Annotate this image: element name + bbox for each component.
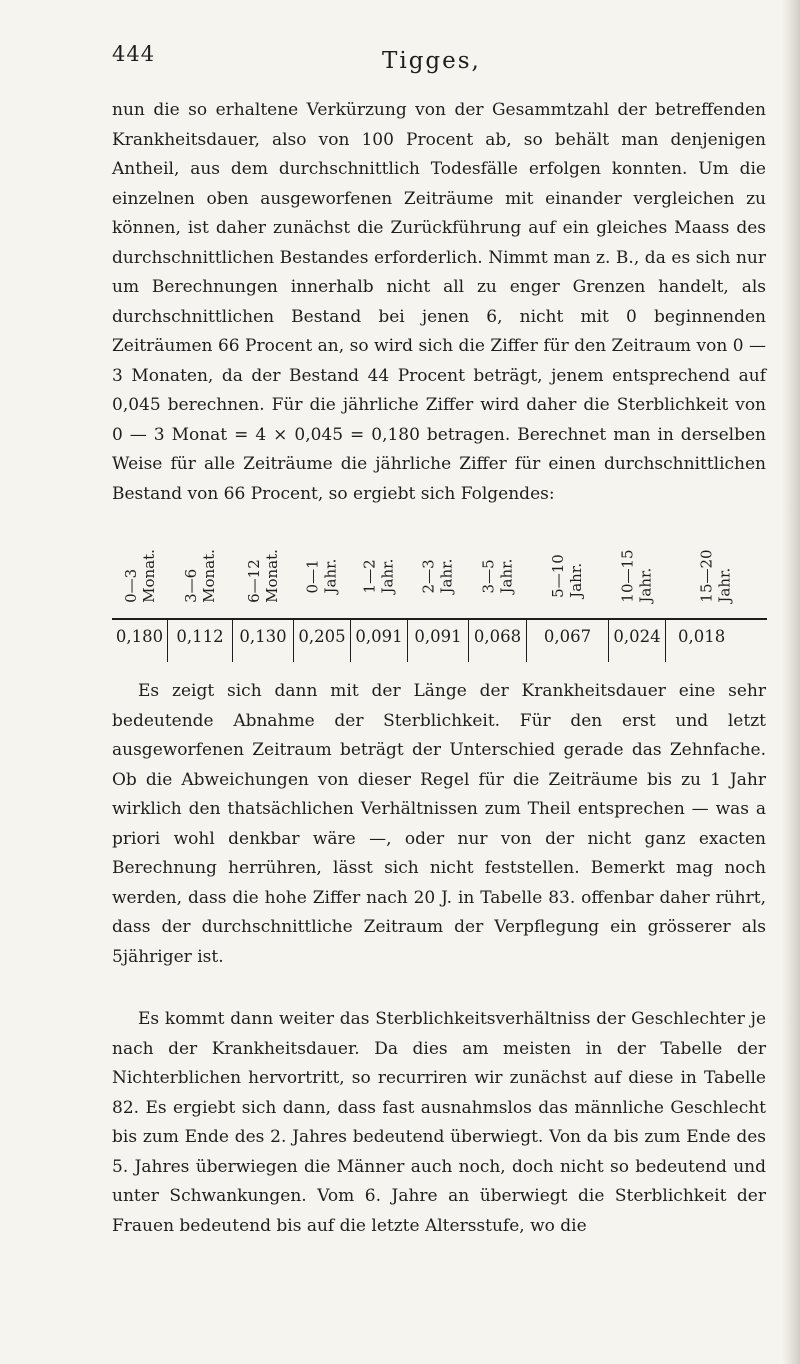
paragraph-intro: nun die so erhaltene Verkürzung von der Gesammtzahl der betreffenden Krankheitsdauer, also von 100 Procent ab, so behält man denjenigen Antheil, aus dem durchschnittlich Todesfälle erfolgen konnten. Um die einzelnen oben ausgeworfenen Zeiträume mit einander vergleichen zu können, ist daher zunächst die Zurückführung auf ein gleiches Maass des durchschnittlichen Bestandes erforderlich. Nimmt man z. B., da es sich nur um Berechnungen innerhalb nicht all zu enger Grenzen handelt, als durchschnittlichen Bestand bei jenen 6, nicht mit 0 beginnenden Zeiträumen 66 Procent an, so wird sich die Ziffer für den Zeitraum von 0 — 3 Monaten, da der Bestand 44 Procent beträgt, jenem entsprechend auf 0,045 berechnen. Für die jährliche Ziffer wird daher die Sterblichkeit von 0 — 3 Monat = 4 × 0,045 = 0,180 betragen. Berechnet man in derselben Weise für alle Zeiträume die jährliche Ziffer für einen durchschnittlichen Bestand von 66 Procent, so ergiebt sich Folgendes: <box>112 100 766 504</box>
column-header: 3—5 Jahr. <box>478 558 515 594</box>
table-cell: 0,130 <box>232 620 293 662</box>
table-cell: 0,180 <box>115 627 164 646</box>
table-cell: 0,024 <box>608 620 665 662</box>
table-cell: 0,091 <box>350 620 407 662</box>
paragraph-sex-comparison: Es kommt dann weiter das Sterblichkeitsverhältniss der Geschlechter je nach der Krankheitsdauer. Da dies am meisten in der Tabelle der Nichterblichen hervortritt, so recurriren wir zunächst auf diese in Tabelle 82. Es ergiebt sich dann, dass fast ausnahmslos das männliche Geschlecht bis zum Ende des 2. Jahres bedeutend überwiegt. Von da bis zum Ende des 5. Jahres überwiegen die Männer auch noch, doch nicht so bedeutend und unter Schwankungen. Vom 6. Jahre an überwiegt die Sterblichkeit der Frauen bedeutend bis auf die letzte Altersstufe, wo die <box>112 1009 766 1236</box>
table-cell: 0,068 <box>468 620 526 662</box>
column-header: 3—6 Monat. <box>181 549 218 603</box>
table-row <box>112 620 767 662</box>
mortality-table <box>112 536 767 662</box>
table-cell: 0,112 <box>167 620 232 662</box>
table-cell: 0,205 <box>293 620 350 662</box>
column-header: 1—2 Jahr. <box>360 558 397 594</box>
page-number: 444 <box>112 42 156 66</box>
table-cell: 0,018 <box>665 620 767 662</box>
table-cell: 0,091 <box>407 620 468 662</box>
table-cell: 0,067 <box>526 620 608 662</box>
paragraph-analysis: Es zeigt sich dann mit der Länge der Krankheitsdauer eine sehr bedeutende Abnahme der Sterblichkeit. Für den erst und letzt ausgeworfenen Zeitraum beträgt der Unterschied gerade das Zehnfache. Ob die Abweichungen von dieser Regel für die Zeiträume bis zu 1 Jahr wirklich den thatsächlichen Verhältnissen zum Theil entsprechen — was a priori wohl denkbar wäre —, oder nur von der nicht ganz exacten Berechnung herrühren, lässt sich nicht feststellen. Bemerkt mag noch werden, dass die hohe Ziffer nach 20 J. in Tabelle 83. offenbar daher rührt, dass der durchschnittliche Zeitraum der Verpflegung ein grösserer als 5jähriger ist. <box>112 681 766 967</box>
page-edge-shadow <box>782 0 800 1364</box>
page-header <box>112 42 752 82</box>
column-header: 15—20 Jahr. <box>698 549 734 603</box>
column-header: 2—3 Jahr. <box>419 558 456 594</box>
column-header: 10—15 Jahr. <box>618 549 655 603</box>
column-header: 6—12 Monat. <box>244 549 281 603</box>
table-header-row <box>112 536 767 616</box>
column-header: 0—3 Monat. <box>121 549 158 603</box>
column-header: 5—10 Jahr. <box>548 554 585 598</box>
column-header: 0—1 Jahr. <box>303 558 340 594</box>
running-title: Tigges, <box>382 48 481 74</box>
